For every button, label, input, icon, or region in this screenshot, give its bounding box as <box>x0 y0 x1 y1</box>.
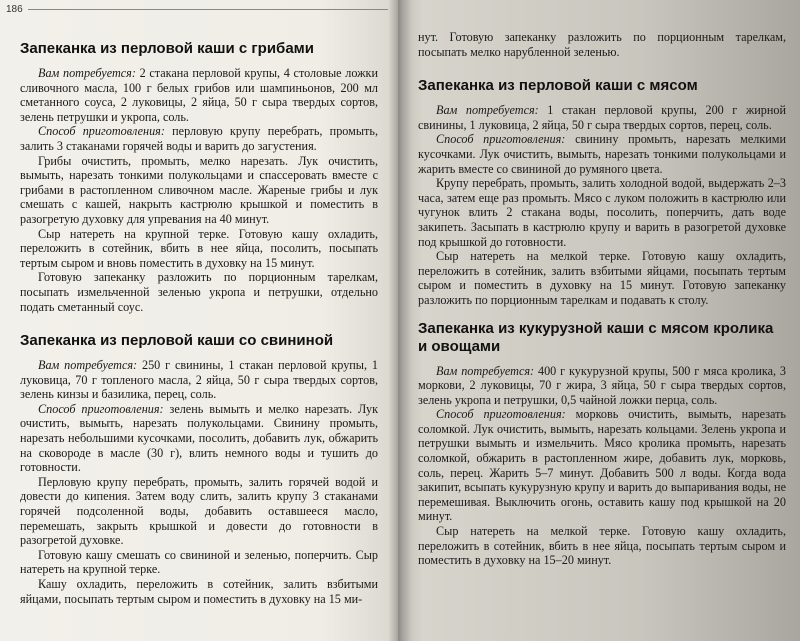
method-label: Способ приготовления: <box>436 407 566 422</box>
method-paragraph <box>418 132 786 176</box>
body-paragraph: Сыр натереть на мелкой терке. Готовую кашу охладить, переложить в сотейник, залить взбитыми яйцами, посыпать тертым сыром и поместить в духовку на 15 минут. Готовую запеканку разложить по порционным тарелкам и подавать к столу. <box>418 249 786 307</box>
ingredients-paragraph <box>20 66 378 124</box>
body-paragraph: Кашу охладить, переложить в сотейник, залить взбитыми яйцами, посыпать тертым сыром и поместить в духовку на 15 ми- <box>20 577 378 606</box>
method-label: Способ приготовления: <box>38 401 164 416</box>
method-paragraph <box>418 407 786 524</box>
ingredients-paragraph <box>20 358 378 402</box>
method-text: свинину промыть, нарезать мелкими кусочками. Лук очистить, вымыть, нарезать тонкими полукольцами и жарить вместе со свининой до румяного цвета. <box>418 132 787 176</box>
needed-text: 250 г свинины, 1 стакан перловой крупы, 1 луковица, 70 г топленого масла, 2 яйца, 50 г сыра твердых сортов, зелень кинзы и базилика, перец, соль. <box>20 358 379 402</box>
page-number: 186 <box>6 4 23 15</box>
recipe-title-corn-rabbit: Запеканка из кукурузной каши с мясом кролика и овощами <box>418 319 774 355</box>
method-label: Способ приготовления: <box>436 132 566 147</box>
header-rule <box>28 9 388 10</box>
continued-paragraph: нут. Готовую запеканку разложить по порционным тарелкам, посыпать мелко нарубленной зеленью. <box>418 30 786 59</box>
needed-text: 400 г кукурузной крупы, 500 г мяса кролика, 3 моркови, 2 луковицы, 70 г жира, 3 яйца, 50 г сыра твердых сортов, зелень укропа и петрушки, 0,5 чайной ложки перца, соль. <box>418 363 786 407</box>
method-text: перловую крупу перебрать, промыть, залить 3 стаканами горячей воды и варить до загустения. <box>20 124 378 153</box>
ingredients-paragraph <box>418 364 786 408</box>
needed-label: Вам потребуется: <box>436 363 535 378</box>
book-gutter <box>388 0 412 641</box>
right-page <box>398 0 800 641</box>
recipe-title-barley-meat: Запеканка из перловой каши с мясом <box>418 77 698 95</box>
body-paragraph: Готовую кашу смешать со свининой и зеленью, поперчить. Сыр натереть на крупной терке. <box>20 547 378 577</box>
needed-label: Вам потребуется: <box>38 358 138 373</box>
recipe-title-barley-mushrooms: Запеканка из перловой каши с грибами <box>20 40 314 57</box>
body-paragraph: Крупу перебрать, промыть, залить холодной водой, выдержать 2–3 часа, затем еще раз промыть. Мясо с луком положить в кастрюлю или чугунок влить 2 стакана воды, посолить, поперчить, дать воде закипеть. Засыпать в кастрюлю крупу и варить в разогретой духовке под крышкой до готовности. <box>418 176 786 249</box>
body-paragraph: Готовую запеканку разложить по порционным тарелкам, посыпать измельченной зеленью укропа и петрушки, отдельно подать сметанный соус. <box>20 270 378 314</box>
method-text: морковь очистить, вымыть, нарезать соломкой. Лук очистить, вымыть, нарезать кольцами. Зелень укропа и петрушки вымыть и измельчить. Мясо кролика промыть, нарезать соломкой, обжарить в растопленном жире, добавить лук, морковь, соль, перец. Жарить 5–7 минут. Добавить 500 л воды. Когда вода закипит, всыпать кукурузную крупу и варить до выпаривания воды, не перемешивая. Выключить огонь, оставить кашу под крышкой на 20 минут. <box>418 407 786 524</box>
needed-label: Вам потребуется: <box>38 66 136 80</box>
needed-text: 1 стакан перловой крупы, 200 г жирной свинины, 1 луковица, 2 яйца, 50 г сыра твердых сортов, перец, соль. <box>418 103 787 132</box>
method-paragraph <box>20 124 378 153</box>
needed-text: 2 стакана перловой крупы, 4 столовые ложки сливочного масла, 100 г белых грибов или шампиньонов, 200 мл сметанного соуса, 2 луковицы, 2 яйца, 50 г сыра твердых сортов, зелень петрушки и укропа, соль. <box>20 66 378 124</box>
needed-label: Вам потребуется: <box>436 103 539 118</box>
body-paragraph: Сыр натереть на мелкой терке. Готовую кашу охладить, переложить в сотейник, вбить в нее яйца, посыпать тертым сыром и поместить в духовку на 15–20 минут. <box>418 524 786 568</box>
body-paragraph: Сыр натереть на крупной терке. Готовую кашу охладить, переложить в сотейник, вбить в нее яйца, посолить, посыпать тертым сыром и вновь поместить в духовку на 15 минут. <box>20 226 378 270</box>
method-paragraph <box>20 402 378 475</box>
ingredients-paragraph <box>418 103 786 132</box>
body-paragraph: Грибы очистить, промыть, мелко нарезать. Лук очистить, вымыть, нарезать тонкими полукольцами и спассеровать вместе с грибами в растопленном сливочном масле. Жареные грибы и лук смешать с кашей, накрыть кастрюлю крышкой и поместить в разогретую духовку для упревания на 40 минут. <box>20 153 378 226</box>
recipe-title-barley-pork: Запеканка из перловой каши со свининой <box>20 332 334 350</box>
method-label: Способ приготовления: <box>38 124 165 139</box>
body-paragraph: Перловую крупу перебрать, промыть, залить горячей водой и довести до кипения. Затем воду слить, залить крупу 3 стаканами горячей подсоленной воды, добавить оставшееся масло, перемешать, закрыть крышкой и довести до готовности в разогретой духовке. <box>20 474 378 548</box>
method-text: зелень вымыть и мелко нарезать. Лук очистить, вымыть, нарезать полукольцами. Свинину промыть, нарезать небольшими кусочками, посолить, добавить лук, обжарить на сковороде в масле (30 г), влить немного воды и тушить до готовности. <box>20 401 379 475</box>
